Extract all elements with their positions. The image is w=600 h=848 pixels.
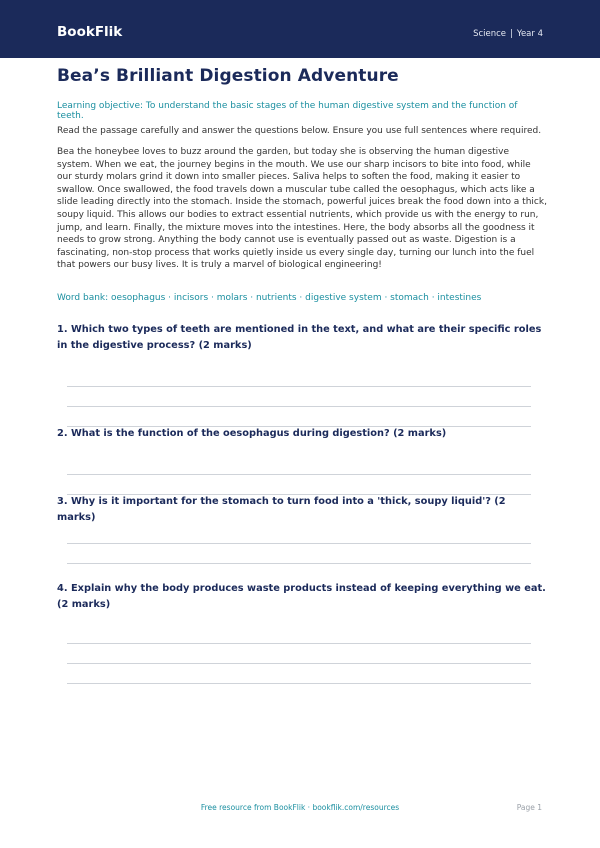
footer-resource-link[interactable]: Free resource from BookFlik · bookflik.com/resources — [200, 803, 400, 812]
page-number: Page 1 — [516, 803, 542, 812]
answer-line-q3-2[interactable] — [67, 563, 531, 564]
question-3: 3. Why is it important for the stomach to turn food into a 'thick, soupy liquid'? (2 marks) — [57, 496, 506, 523]
learning-objective: Learning objective: To understand the basic stages of the human digestive system and the function of teeth. — [57, 101, 518, 121]
header-bar — [0, 0, 600, 58]
brand-logo[interactable]: BookFlik — [57, 24, 123, 40]
answer-line-q4-2[interactable] — [67, 663, 531, 664]
meta-separator: | — [510, 29, 513, 39]
answer-line-q1-1[interactable] — [67, 386, 531, 387]
answer-line-q2-1[interactable] — [67, 474, 531, 475]
answer-line-q1-2[interactable] — [67, 406, 531, 407]
word-bank: Word bank: oesophagus · incisors · molars · nutrients · digestive system · stomach · intestines — [57, 293, 482, 303]
year-label: Year 4 — [516, 29, 543, 39]
question-2: 2. What is the function of the oesophagus during digestion? (2 marks) — [57, 428, 447, 439]
answer-line-q3-1[interactable] — [67, 543, 531, 544]
page-title: Bea’s Brilliant Digestion Adventure — [57, 66, 399, 86]
instructions: Read the passage carefully and answer the questions below. Ensure you use full sentences where required. — [57, 126, 542, 136]
reading-passage: Bea the honeybee loves to buzz around the garden, but today she is observing the human digestive system. When we eat, the journey begins in the mouth. We use our sharp incisors to bite into food, while our sturdy molars grind it down into smaller pieces. Saliva helps to soften the food, making it easier to swallow. Once swallowed, the food travels down a muscular tube called the oesophagus, which acts like a slide leading directly into the stomach. Inside the stomach, powerful juices break the food down into a thick, soupy liquid. This allows our bodies to extract essential nutrients, which provide us with the energy to run, jump, and learn. Finally, the mixture moves into the intestines. Here, the body absorbs all the goodness it needs to grow strong. Anything the body cannot use is eventually passed out as waste. Digestion is a fascinating, non-stop process that works quietly inside us every single day, turning our lunch into the fuel that powers our busy lives. It is truly a marvel of biological engineering! — [57, 147, 547, 271]
subject-label: Science — [473, 29, 507, 39]
answer-line-q4-3[interactable] — [67, 683, 531, 684]
header-meta — [473, 29, 543, 39]
answer-line-q4-1[interactable] — [67, 643, 531, 644]
question-1: 1. Which two types of teeth are mentioned in the text, and what are their specific roles in the digestive process? (2 marks) — [57, 324, 542, 351]
question-4: 4. Explain why the body produces waste products instead of keeping everything we eat. (2 marks) — [57, 583, 546, 610]
